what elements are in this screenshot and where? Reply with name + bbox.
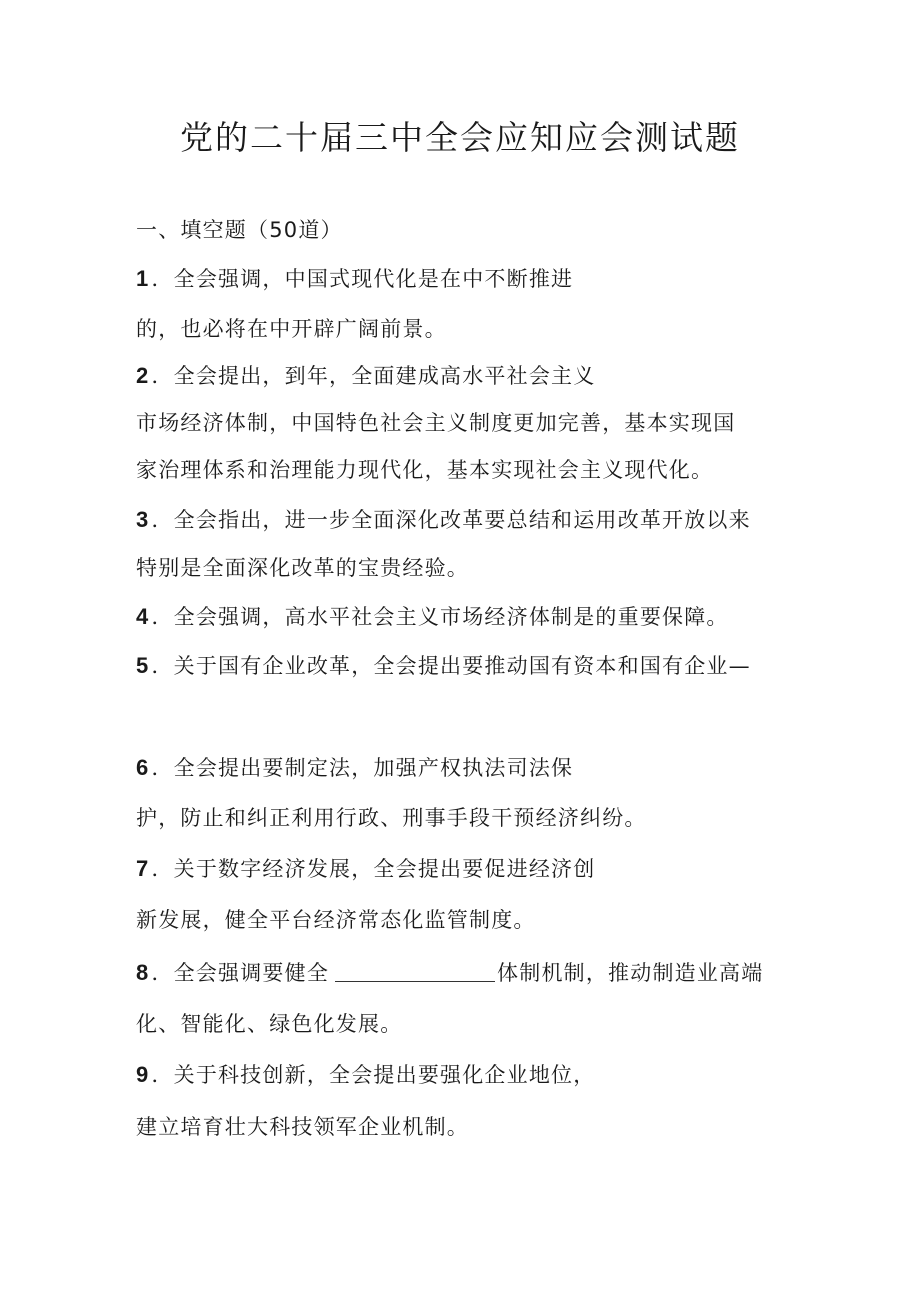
question-6-line-1 [136,754,573,782]
question-number: 8 [136,960,150,985]
question-9-line-1 [136,1061,595,1089]
question-3-line-2: 特别是全面深化改革的宝贵经验。 [136,556,469,580]
question-number: 9 [136,1062,150,1087]
question-6-line-2: 护，防止和纠正利用行政、刑事手段干预经济纠纷。 [136,806,647,830]
question-text: ．全会指出，进一步全面深化改革要总结和运用改革开放以来 [151,508,751,532]
question-number: 7 [136,856,150,881]
question-text: ．全会提出要制定法，加强产权执法司法保 [151,756,574,780]
question-9-line-2: 建立培育壮大科技领军企业机制。 [136,1115,469,1139]
question-text: ．关于国有企业改革，全会提出要推动国有资本和国有企业— [151,654,751,678]
question-4-line-1 [136,603,729,631]
question-1-line-2: 的，也必将在中开辟广阔前景。 [136,317,447,341]
question-text: ．全会强调要健全 [151,961,330,985]
question-number: 1 [136,266,150,291]
question-text: ．关于数字经济发展，全会提出要促进经济创 [151,857,596,881]
section-heading: 一、填空题（50道） [136,218,343,242]
answer-blank [335,961,495,982]
question-number: 4 [136,604,150,629]
question-5-line-1 [136,652,751,680]
question-number: 2 [136,363,150,388]
question-1-line-1 [136,265,573,293]
question-text: ．全会强调，中国式现代化是在中不断推进 [151,267,574,291]
question-7-line-1 [136,855,595,883]
document-title: 党的二十届三中全会应知应会测试题 [180,118,740,157]
question-text: ．全会强调，高水平社会主义市场经济体制是的重要保障。 [151,605,729,629]
question-text: ．关于科技创新，全会提出要强化企业地位， [151,1063,596,1087]
question-number: 5 [136,653,150,678]
question-text: 体制机制，推动制造业高端 [497,961,764,985]
question-text: ．全会提出，到年，全面建成高水平社会主义 [151,364,596,388]
question-7-line-2: 新发展，健全平台经济常态化监管制度。 [136,908,536,932]
question-number: 6 [136,755,150,780]
question-8-line-1 [136,959,763,987]
question-2-line-1 [136,362,595,390]
question-3-line-1 [136,506,751,534]
question-8-line-2: 化、智能化、绿色化发展。 [136,1012,403,1036]
question-number: 3 [136,507,150,532]
question-2-line-2: 市场经济体制，中国特色社会主义制度更加完善，基本实现国 [136,411,736,435]
question-2-line-3: 家治理体系和治理能力现代化，基本实现社会主义现代化。 [136,458,714,482]
